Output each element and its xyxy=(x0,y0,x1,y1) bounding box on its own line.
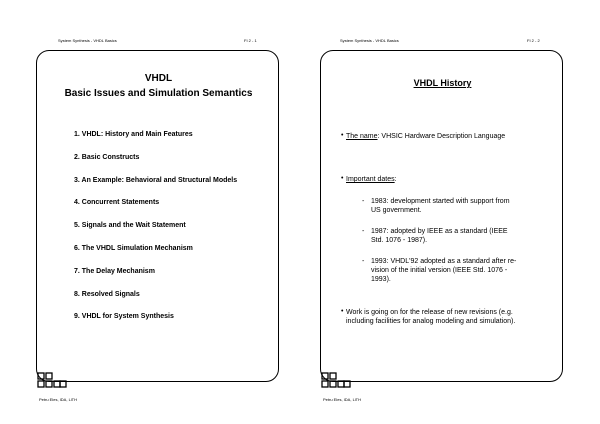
dash-icon: - xyxy=(362,198,365,205)
dash-icon: - xyxy=(362,228,365,235)
name-text: : VHSIC Hardware Description Language xyxy=(377,133,506,140)
bullet-icon: • xyxy=(341,132,344,139)
dates-label: Important dates xyxy=(346,176,395,183)
toc-item: 6. The VHDL Simulation Mechanism xyxy=(74,244,193,252)
name-item xyxy=(346,132,505,141)
toc-item: 1. VHDL: History and Main Features xyxy=(74,131,193,138)
slide-frame xyxy=(36,50,279,382)
page-footer-author: Petru Eles, IDA, LiTH xyxy=(39,397,78,402)
bullet-icon: • xyxy=(341,308,344,315)
name-label: The name xyxy=(346,133,378,140)
dates-heading xyxy=(346,175,397,184)
date-item: 1987: adopted by IEEE as a standard (IEEE Std. 1076 - 1987). xyxy=(371,228,508,244)
slide-title xyxy=(37,71,280,101)
date-item: 1993: VHDL'92 adopted as a standard after re- vision of the initial version (IEEE Std. 1076 - 1993). xyxy=(371,258,517,283)
slide-page-2 xyxy=(300,0,600,424)
toc-item: 2. Basic Constructs xyxy=(74,153,140,161)
page-number: FI 2 - 1 xyxy=(244,38,257,43)
bullet-icon: • xyxy=(341,175,344,182)
page-number: FI 2 - 2 xyxy=(527,38,540,43)
slide-title-line-1: VHDL xyxy=(144,73,173,84)
page-footer-author: Petru Eles, IDA, LiTH xyxy=(323,397,362,402)
work-item: Work is going on for the release of new revisions (e.g. including facilities for analog modeling and simulation). xyxy=(346,309,516,325)
page-header-title: System Synthesis - VHDL Basics xyxy=(340,38,399,43)
dates-colon: : xyxy=(394,176,397,183)
toc-item: 4. Concurrent Statements xyxy=(74,199,160,207)
dash-icon: - xyxy=(362,258,365,265)
toc-item: 8. Resolved Signals xyxy=(74,290,140,298)
slide-title: VHDL History xyxy=(413,78,472,88)
university-logo-icon xyxy=(321,372,351,389)
page-header-title: System Synthesis - VHDL Basics xyxy=(58,38,117,43)
toc-item: 7. The Delay Mechanism xyxy=(74,267,155,275)
slide-frame xyxy=(320,50,563,382)
table-of-contents xyxy=(74,131,237,336)
toc-item: 9. VHDL for System Synthesis xyxy=(74,313,174,321)
slide-title-line-2: Basic Issues and Simulation Semantics xyxy=(64,88,253,99)
date-item: 1983: development started with support from US government. xyxy=(371,198,510,214)
university-logo-icon xyxy=(37,372,67,389)
toc-item: 3. An Example: Behavioral and Structural Models xyxy=(74,176,238,184)
toc-item: 5. Signals and the Wait Statement xyxy=(74,222,186,230)
